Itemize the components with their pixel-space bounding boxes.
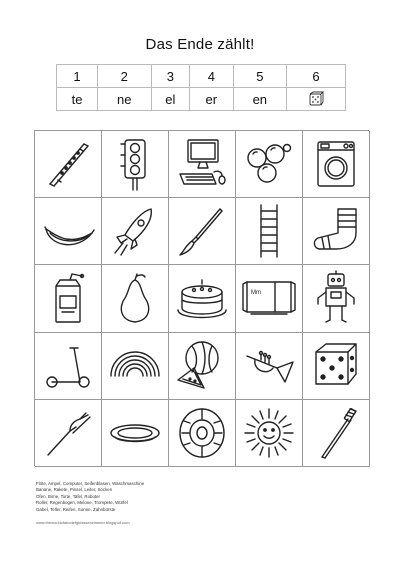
footer-url: www.theworldofabcdefgklassenzimmer.blogspot.com (36, 520, 130, 525)
key-ending: ne (98, 88, 152, 111)
solution-list (36, 481, 366, 513)
picture-cell (102, 265, 169, 332)
rocket-icon (107, 203, 163, 259)
picture-cell (169, 400, 236, 467)
pear-icon (107, 270, 163, 326)
picture-cell (102, 400, 169, 467)
sun-icon (241, 405, 297, 461)
solution-line: Gabel, Teller, Reifen, Sonne, Zahnbürste (36, 506, 116, 512)
plate-icon (107, 405, 163, 461)
picture-cell (236, 333, 303, 400)
dice-icon (308, 338, 364, 394)
blackboard-icon (241, 270, 297, 326)
key-number: 6 (287, 65, 346, 88)
cake-icon (174, 270, 230, 326)
picture-cell (303, 198, 370, 265)
tire-icon (174, 405, 230, 461)
picture-grid (34, 130, 369, 466)
banana-icon (40, 203, 96, 259)
key-dice-cell (287, 88, 346, 111)
solution-line: Flöte, Ampel, Computer, Seifenblasen, Waschmaschine (36, 481, 145, 486)
key-ending: er (190, 88, 233, 111)
computer-icon (174, 136, 230, 192)
picture-cell (35, 131, 102, 198)
picture-cell (35, 198, 102, 265)
picture-cell (169, 265, 236, 332)
key-number-row (57, 65, 346, 88)
picture-cell (236, 400, 303, 467)
trumpet-icon (241, 338, 297, 394)
picture-cell (102, 131, 169, 198)
key-number: 5 (233, 65, 287, 88)
picture-cell (236, 131, 303, 198)
picture-cell (303, 333, 370, 400)
picture-cell (102, 333, 169, 400)
key-ending-row (57, 88, 346, 111)
sock-icon (308, 203, 364, 259)
fork-icon (40, 405, 96, 461)
paintbrush-icon (174, 203, 230, 259)
picture-cell (169, 131, 236, 198)
ladder-icon (241, 203, 297, 259)
picture-cell (169, 333, 236, 400)
picture-cell (303, 265, 370, 332)
picture-cell (35, 333, 102, 400)
robot-icon (308, 270, 364, 326)
dice-icon (308, 91, 324, 107)
watermelon-icon (174, 338, 230, 394)
picture-cell (236, 198, 303, 265)
solution-line: Roller, Regenbogen, Melone, Trompete, Würfel (36, 500, 128, 506)
key-ending: el (151, 88, 190, 111)
solution-line: Banane, Rakete, Pinsel, Leiter, Socken (36, 487, 113, 493)
key-number: 4 (190, 65, 233, 88)
soap-bubbles-icon (241, 136, 297, 192)
flute-icon (40, 136, 96, 192)
rainbow-icon (107, 338, 163, 394)
traffic-light-icon (107, 136, 163, 192)
picture-cell (169, 198, 236, 265)
key-ending: te (57, 88, 98, 111)
picture-cell (303, 131, 370, 198)
key-number: 1 (57, 65, 98, 88)
washing-machine-icon (308, 136, 364, 192)
worksheet-title: Das Ende zählt! (145, 36, 255, 53)
picture-cell (35, 400, 102, 467)
picture-cell (35, 265, 102, 332)
key-number: 3 (151, 65, 190, 88)
key-number: 2 (98, 65, 152, 88)
key-ending: en (233, 88, 287, 111)
scooter-icon (40, 338, 96, 394)
blackboard-text: Mm (251, 290, 261, 297)
toothbrush-icon (308, 405, 364, 461)
ending-key-table (56, 64, 346, 111)
juice-carton-icon (40, 270, 96, 326)
solution-line: Ofen, Birne, Torte, Tafel, Roboter (36, 493, 101, 499)
picture-cell (236, 265, 303, 332)
picture-cell (303, 400, 370, 467)
picture-cell (102, 198, 169, 265)
